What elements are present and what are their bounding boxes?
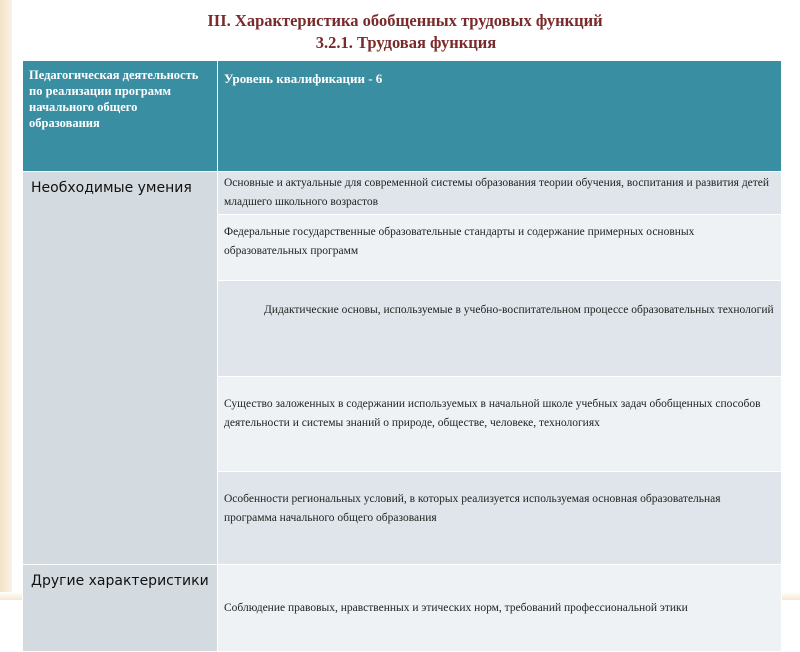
other-item: Соблюдение правовых, нравственных и этических норм, требований профессиональной этики (218, 565, 782, 652)
skill-item: Основные и актуальные для современной системы образования теории обучения, воспитания и развития детей младшего школьного возрастов (218, 172, 782, 215)
page-title (0, 10, 800, 54)
table-header-row (23, 61, 782, 172)
skills-label-cell: Необходимые умения (23, 172, 218, 565)
left-decoration (0, 0, 12, 600)
title-line-1: III. Характеристика обобщенных трудовых функций (207, 11, 603, 30)
labor-function-table (22, 60, 782, 652)
header-function-cell: Педагогическая деятельность по реализации программ начального общего образования (23, 61, 218, 172)
other-label-cell: Другие характеристики (23, 565, 218, 652)
table-row (23, 565, 782, 652)
table-row (23, 172, 782, 215)
skill-item: Особенности региональных условий, в которых реализуется используемая основная образовательная программа начального общего образования (218, 472, 782, 565)
skill-item: Дидактические основы, используемые в учебно-воспитательном процессе образовательных технологий (218, 281, 782, 377)
header-level-cell: Уровень квалификации - 6 (218, 61, 782, 172)
skill-item: Существо заложенных в содержании используемых в начальной школе учебных задач обобщенных способов деятельности и системы знаний о природе, обществе, человеке, технологиях (218, 377, 782, 472)
title-line-2: 3.2.1. Трудовая функция (315, 33, 497, 52)
skill-item: Федеральные государственные образовательные стандарты и содержание примерных основных образовательных программ (218, 215, 782, 281)
